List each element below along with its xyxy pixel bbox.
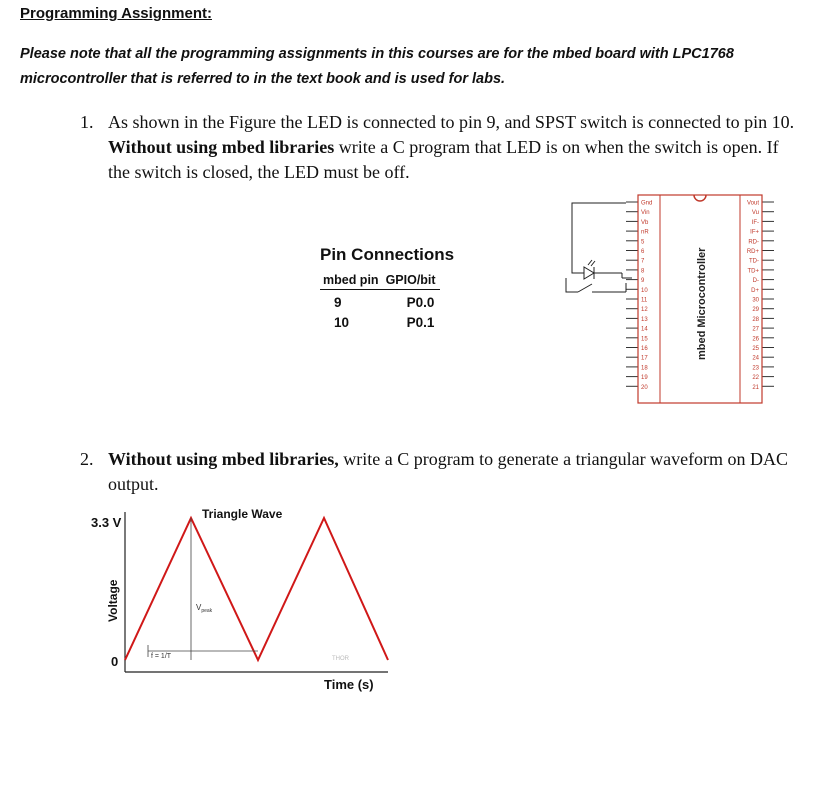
right-pin-stubs: [762, 202, 774, 386]
left-pin-stubs: [626, 202, 638, 386]
left-pin-label: 11: [641, 297, 648, 304]
left-pin-label: 14: [641, 326, 648, 333]
question-text: As shown in the Figure the LED is connected to pin 9, and SPST switch is connected to pin 10. Without using mbed libraries write a C program that LED is on when the switch is open. If the switch is closed, the LED must be off.: [108, 112, 795, 182]
wave-title: Triangle Wave: [202, 507, 283, 521]
right-pin-label: 26: [752, 336, 759, 343]
watermark: THOR: [332, 656, 349, 662]
board-notch: [694, 195, 706, 201]
left-pin-label: 12: [641, 307, 648, 314]
right-pin-label: 21: [752, 384, 759, 391]
column-header: GPIO/bit: [383, 271, 440, 290]
left-pin-label: nR: [641, 229, 649, 236]
right-pin-label: IF-: [751, 219, 759, 226]
left-pin-label: Vb: [641, 219, 649, 226]
left-pin-label: 8: [641, 268, 645, 275]
right-pin-label: 22: [752, 375, 759, 382]
table-cell: 10: [334, 315, 350, 330]
mbed-circuit-diagram: [560, 192, 785, 407]
y-top-label: 3.3 V: [91, 515, 122, 530]
right-pin-label: D+: [751, 287, 759, 294]
table-row: [320, 290, 440, 311]
table-cell: 9: [334, 295, 342, 310]
left-pin-labels: [641, 201, 652, 391]
table-cell: P0.1: [406, 315, 435, 330]
right-pin-label: D-: [752, 278, 759, 285]
right-pin-label: TD-: [749, 258, 759, 265]
left-pin-label: Gnd: [641, 200, 653, 207]
right-pin-labels: [747, 201, 760, 391]
column-header: mbed pin: [320, 271, 383, 290]
right-pin-label: RD+: [746, 249, 759, 255]
peak-label: $V_{peak}$: [196, 603, 213, 614]
assignment-heading: Programming Assignment:: [20, 5, 212, 22]
mbed-label: mbed Microcontroller: [696, 247, 708, 360]
left-pin-label: 7: [641, 258, 645, 265]
table-cell: P0.0: [406, 295, 435, 310]
left-pin-label: 17: [641, 355, 648, 362]
left-pin-label: 10: [641, 287, 648, 294]
right-pin-label: 29: [752, 307, 759, 314]
left-pin-label: 5: [641, 239, 645, 246]
question-number: 2.: [80, 449, 94, 469]
left-pin-label: 20: [641, 384, 648, 391]
left-pin-label: 13: [641, 316, 648, 323]
left-pin-label: 16: [641, 346, 648, 352]
question-number: 1.: [80, 112, 94, 132]
triangle-wave-diagram: [80, 500, 400, 700]
right-pin-label: 24: [752, 355, 759, 362]
right-pin-label: 30: [752, 297, 759, 304]
x-axis-label: Time (s): [324, 677, 374, 692]
left-pin-label: 15: [641, 336, 648, 343]
right-pin-label: 23: [752, 365, 759, 372]
left-pin-label: 9: [641, 278, 645, 285]
question-1: [80, 110, 800, 185]
right-pin-label: 25: [752, 346, 759, 352]
emphasis: Without using mbed libraries: [108, 137, 335, 157]
right-pin-label: Vout: [746, 200, 759, 207]
right-pin-label: 28: [752, 316, 759, 323]
left-pin-label: 6: [641, 249, 645, 255]
y-zero-label: 0: [111, 654, 119, 669]
pin-connections-title: Pin Connections: [320, 245, 455, 264]
left-pin-label: 18: [641, 365, 648, 372]
right-pin-label: Vu: [751, 210, 759, 217]
right-pin-label: TD+: [747, 268, 759, 275]
right-pin-label: RD-: [748, 239, 759, 246]
right-pin-label: 27: [752, 326, 759, 333]
emphasis: Without using mbed libraries,: [108, 449, 339, 469]
period-label: f = 1/T: [151, 653, 172, 660]
course-note: Please note that all the programming assignments in this courses are for the mbed board with LPC1768 microcontroller that is referred to in the text book and is used for labs.: [20, 46, 734, 87]
question-text: Without using mbed libraries, write a C program to generate a triangular waveform on DAC output.: [108, 449, 789, 494]
left-pin-label: Vin: [641, 210, 650, 217]
right-pin-label: IF+: [750, 229, 759, 236]
table-row: [320, 310, 440, 330]
y-axis-label: Voltage: [106, 579, 120, 622]
triangle-waveform: [125, 518, 388, 660]
pin-connections-table: [320, 245, 454, 330]
question-2: [80, 447, 800, 497]
left-pin-label: 19: [641, 375, 648, 382]
led-and-switch-wiring: [566, 203, 632, 292]
